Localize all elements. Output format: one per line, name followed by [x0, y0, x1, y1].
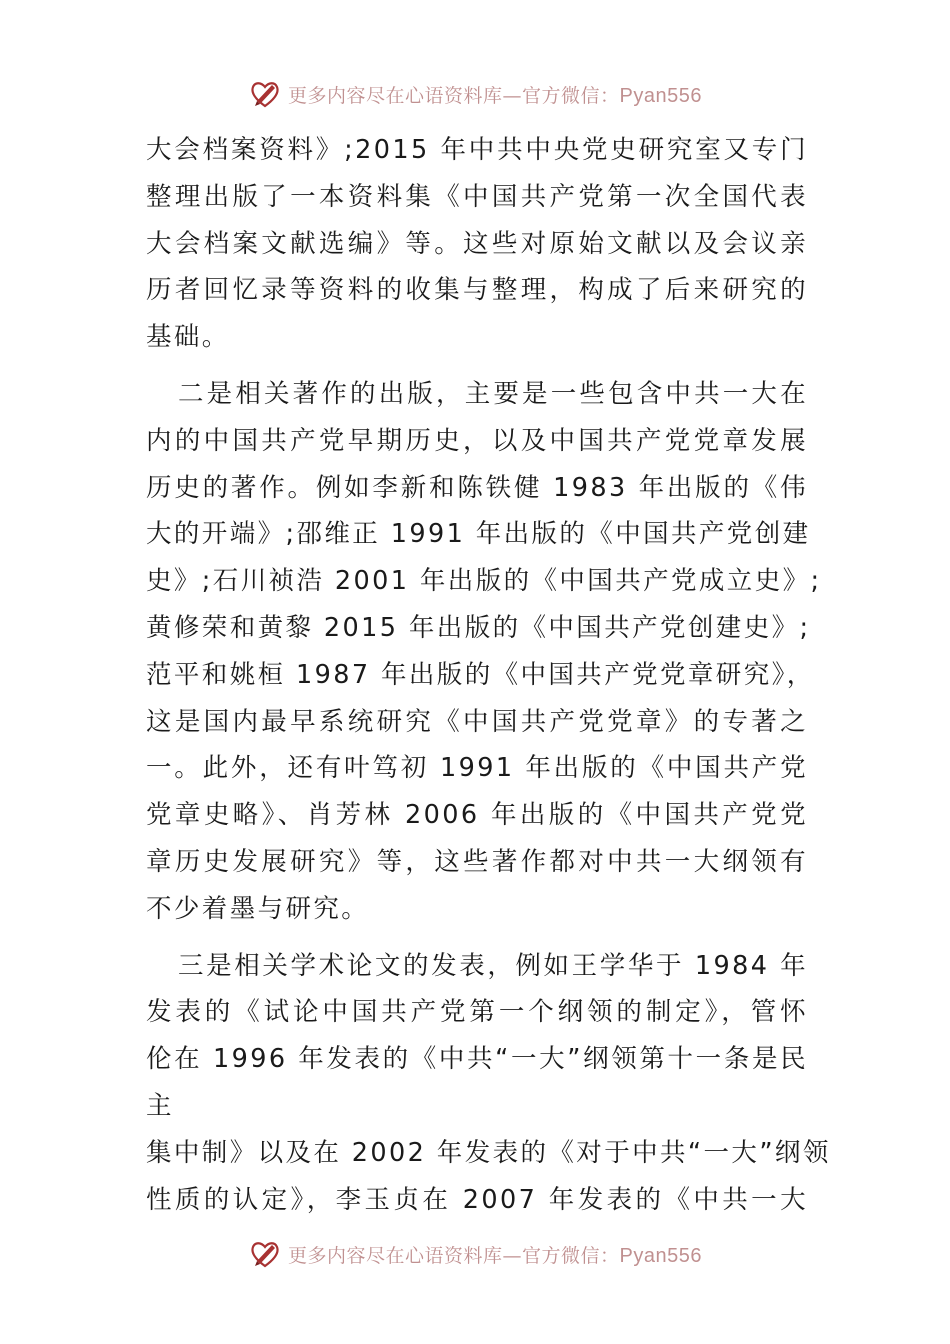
watermark-text: 更多内容尽在心语资料库—官方微信：Pyan556: [288, 84, 702, 107]
text-line: 史》;石川祯浩 2001 年出版的《中国共产党成立史》;: [146, 566, 822, 597]
heart-pen-logo-icon: [248, 77, 282, 111]
text-line: 章历史发展研究》等，这些著作都对中共一大纲领有: [146, 846, 808, 877]
text-line: 性质的认定》，李玉贞在 2007 年发表的《中共一大: [146, 1184, 808, 1215]
text-line: 大的开端》;邵维正 1991 年出版的《中国共产党创建: [146, 519, 811, 550]
text-line: 内的中国共产党早期历史，以及中国共产党党章发展: [146, 425, 808, 456]
text-line: 伦在 1996 年发表的《中共“一大”纲领第十一条是民: [146, 1044, 808, 1075]
paragraph: [146, 943, 831, 1224]
text-line: 集中制》以及在 2002 年发表的《对于中共“一大”纲领: [146, 1137, 831, 1168]
paragraph: [146, 127, 808, 361]
text-line: 大会档案资料》;2015 年中共中央党史研究室又专门: [146, 135, 808, 165]
footer-watermark: [0, 1234, 950, 1274]
text-line: 主: [146, 1090, 174, 1121]
watermark-text: 更多内容尽在心语资料库—官方微信：Pyan556: [288, 1244, 702, 1267]
text-line: 范平和姚桓 1987 年出版的《中国共产党党章研究》，: [146, 659, 815, 690]
text-line: 三是相关学术论文的发表，例如王学华于 1984 年: [178, 950, 808, 981]
text-line: 整理出版了一本资料集《中国共产党第一次全国代表: [146, 181, 808, 212]
document-body: [146, 127, 831, 1223]
text-line: 基础。: [146, 322, 230, 353]
text-line: 不少着墨与研究。: [146, 893, 370, 924]
text-line: 历史的著作。例如李新和陈铁健 1983 年出版的《伟: [146, 472, 808, 503]
text-line: 历者回忆录等资料的收集与整理，构成了后来研究的: [146, 275, 808, 306]
text-line: 发表的《试论中国共产党第一个纲领的制定》，管怀: [146, 997, 808, 1028]
text-line: 二是相关著作的出版，主要是一些包含中共一大在: [178, 378, 808, 409]
text-line: 黄修荣和黄黎 2015 年出版的《中国共产党创建史》;: [146, 612, 811, 643]
text-line: 这是国内最早系统研究《中国共产党党章》的专著之: [146, 706, 808, 737]
text-line: 大会档案文献选编》等。这些对原始文献以及会议亲: [146, 228, 808, 259]
header-watermark: [0, 74, 950, 114]
paragraph: [146, 371, 822, 933]
text-line: 一。此外，还有叶笃初 1991 年出版的《中国共产党: [146, 753, 808, 784]
heart-pen-logo-icon: [248, 1237, 282, 1271]
text-line: 党章史略》、肖芳林 2006 年出版的《中国共产党党: [146, 800, 808, 831]
